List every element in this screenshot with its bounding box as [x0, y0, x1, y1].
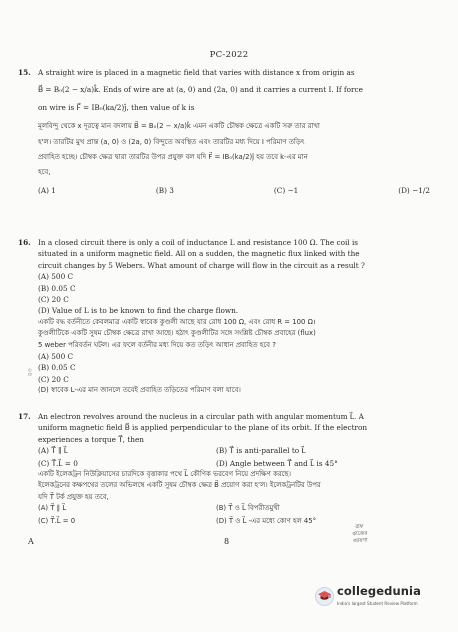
question-text-bengali: হবে,	[38, 168, 51, 177]
brand-tagline: India's largest Student Review Platform	[337, 601, 418, 606]
option-c: (C) −1	[273, 185, 299, 195]
question-text: experiences a torque T⃗, then	[38, 434, 144, 444]
question-15	[18, 67, 430, 196]
option-b: (B) 0.05 C	[38, 283, 76, 293]
option-d-bengali: (D) স্বাবেক L-এর মান জানলে তবেই প্রবাহিত তড়িতের পরিমাণ বলা যাবে।	[38, 386, 241, 395]
option-a: (A) 1	[38, 185, 56, 195]
question-text: situated in a uniform magnetic field. All on a sudden, the magnetic flux linked with the	[38, 249, 360, 259]
option-b-bengali: (B) T⃗ ও L⃗ বিপরীতমুখী	[216, 504, 280, 513]
question-text-bengali: হ'ল। তারটির মুখ প্রান্ত (a, 0) ও (2a, 0) বিন্দুতে অবস্থিত এবং তারটির মধ্য দিয়ে I পরিমাণ তড়িৎ	[38, 137, 305, 146]
question-text-bengali: ইলেকট্রনের কক্ষপথের তলের অভিলম্বে একটি সুষম চৌম্বক ক্ষেত্র B⃗ প্রয়োগ করা হ'ল। ইলেকট্রনটির উপর	[38, 481, 321, 490]
option-a-bengali: (A) T⃗ ∥ L⃗	[38, 504, 67, 513]
option-b: (B) 3	[155, 185, 174, 195]
option-a: (A) 500 C	[38, 272, 74, 282]
page-number: 8	[224, 537, 230, 546]
question-text: An electron revolves around the nucleus in a circular path with angular momentum L⃗. A	[38, 412, 364, 421]
margin-mark: ০৪	[26, 368, 34, 377]
option-c: (C) 20 C	[38, 295, 69, 305]
option-d: (D) Angle between T⃗ and L⃗ is 45°	[216, 458, 338, 468]
question-number: 16.	[18, 238, 31, 247]
option-d-bengali: (D) T⃗ ও L⃗ -এর মধ্যে কোণ হল 45°	[216, 516, 317, 525]
option-b: (B) T⃗ is anti-parallel to L⃗	[216, 446, 306, 456]
option-c-bengali: (C) 20 C	[38, 374, 69, 384]
option-c-bengali: (C) T⃗.L⃗ = 0	[38, 516, 76, 525]
option-d: (D) −1/2	[398, 185, 430, 195]
question-number: 15.	[18, 68, 31, 77]
question-text-bengali: একটি বদ্ধ বর্তনীতে কেবলমাত্র একটি স্বাবেক কুণ্ডলী আছে যার রোধ 100 Ω, এবং রোধ R = 100 Ω।	[38, 317, 316, 326]
question-text: In a closed circuit there is only a coil of inductance L and resistance 100 Ω. The coil is	[38, 238, 359, 247]
question-text: B⃗ = B₀(2 − x/a)k̂. Ends of wire are at (a, 0) and (2a, 0) and it carries a current I. If force	[38, 85, 363, 95]
brand-name: collegedunia	[337, 584, 421, 598]
graduation-cap-icon	[315, 587, 334, 606]
question-text-bengali: কুণ্ডলীটিকে একটি সুষম চৌম্বক ক্ষেত্রে রাখা আছে। হঠাৎ কুণ্ডলীটির সঙ্গে সংশ্লিষ্ট চৌম্বক প্রবাহের (flux)	[38, 329, 316, 338]
rough-work-stamp: রাফ কাজের জায়গা	[352, 523, 368, 545]
question-text: circuit changes by 5 Webers. What amount of charge will flow in the circuit as a result ?	[38, 260, 365, 270]
question-text-bengali: মূলবিন্দু থেকে x দূরত্বে মান বদলায় B⃗ = B₀(2 − x/a)k̂ এমন একটি চৌম্বক ক্ষেত্রে একটি সরু তার রাখা	[38, 122, 320, 131]
option-b-bengali: (B) 0.05 C	[38, 363, 76, 373]
question-number: 17.	[18, 412, 31, 421]
booklet-code: A	[28, 537, 34, 546]
option-a: (A) T⃗ ∥ L⃗	[38, 446, 68, 456]
option-grid	[38, 445, 430, 469]
option-a-bengali: (A) 500 C	[38, 352, 74, 362]
question-text-bengali: 5 weber পরিবর্তন ঘটল। এর ফলে বর্তনীর মধ্য দিয়ে কত তড়িৎ আধান প্রবাহিত হবে ?	[38, 340, 276, 349]
question-text-bengali: যদি T⃗ টর্ক প্রযুক্ত হয় তবে,	[38, 492, 109, 501]
question-17	[18, 411, 430, 527]
question-text: on wire is F⃗ = IB₀(ka/2)ĵ, then value of k is	[38, 102, 195, 112]
option-d: (D) Value of L is to be known to find the charge flown.	[38, 306, 239, 316]
question-text-bengali: প্রবাহিত হচ্ছে। চৌম্বক ক্ষেত্র দ্বারা তারটির উপর প্রযুক্ত বল যদি F⃗ = IB₀(ka/2)ĵ হয় তবে k-এর মান	[38, 153, 308, 162]
question-text-bengali: একটি ইলেকট্রন নিউক্লিয়াসের চারদিকে বৃত্তাকার পথে L⃗ কৌণিক ভরবেগ নিয়ে প্রদক্ষিণ করছে।	[38, 470, 291, 479]
option-list	[38, 185, 430, 196]
paper-code: PC-2022	[209, 50, 249, 60]
question-text: uniform magnetic field B⃗ is applied perpendicular to the plane of its orbit. If the electron	[38, 423, 368, 433]
option-c: (C) T⃗.L⃗ = 0	[38, 458, 78, 468]
question-text: A straight wire is placed in a magnetic field that varies with distance x from origin as	[38, 68, 355, 77]
